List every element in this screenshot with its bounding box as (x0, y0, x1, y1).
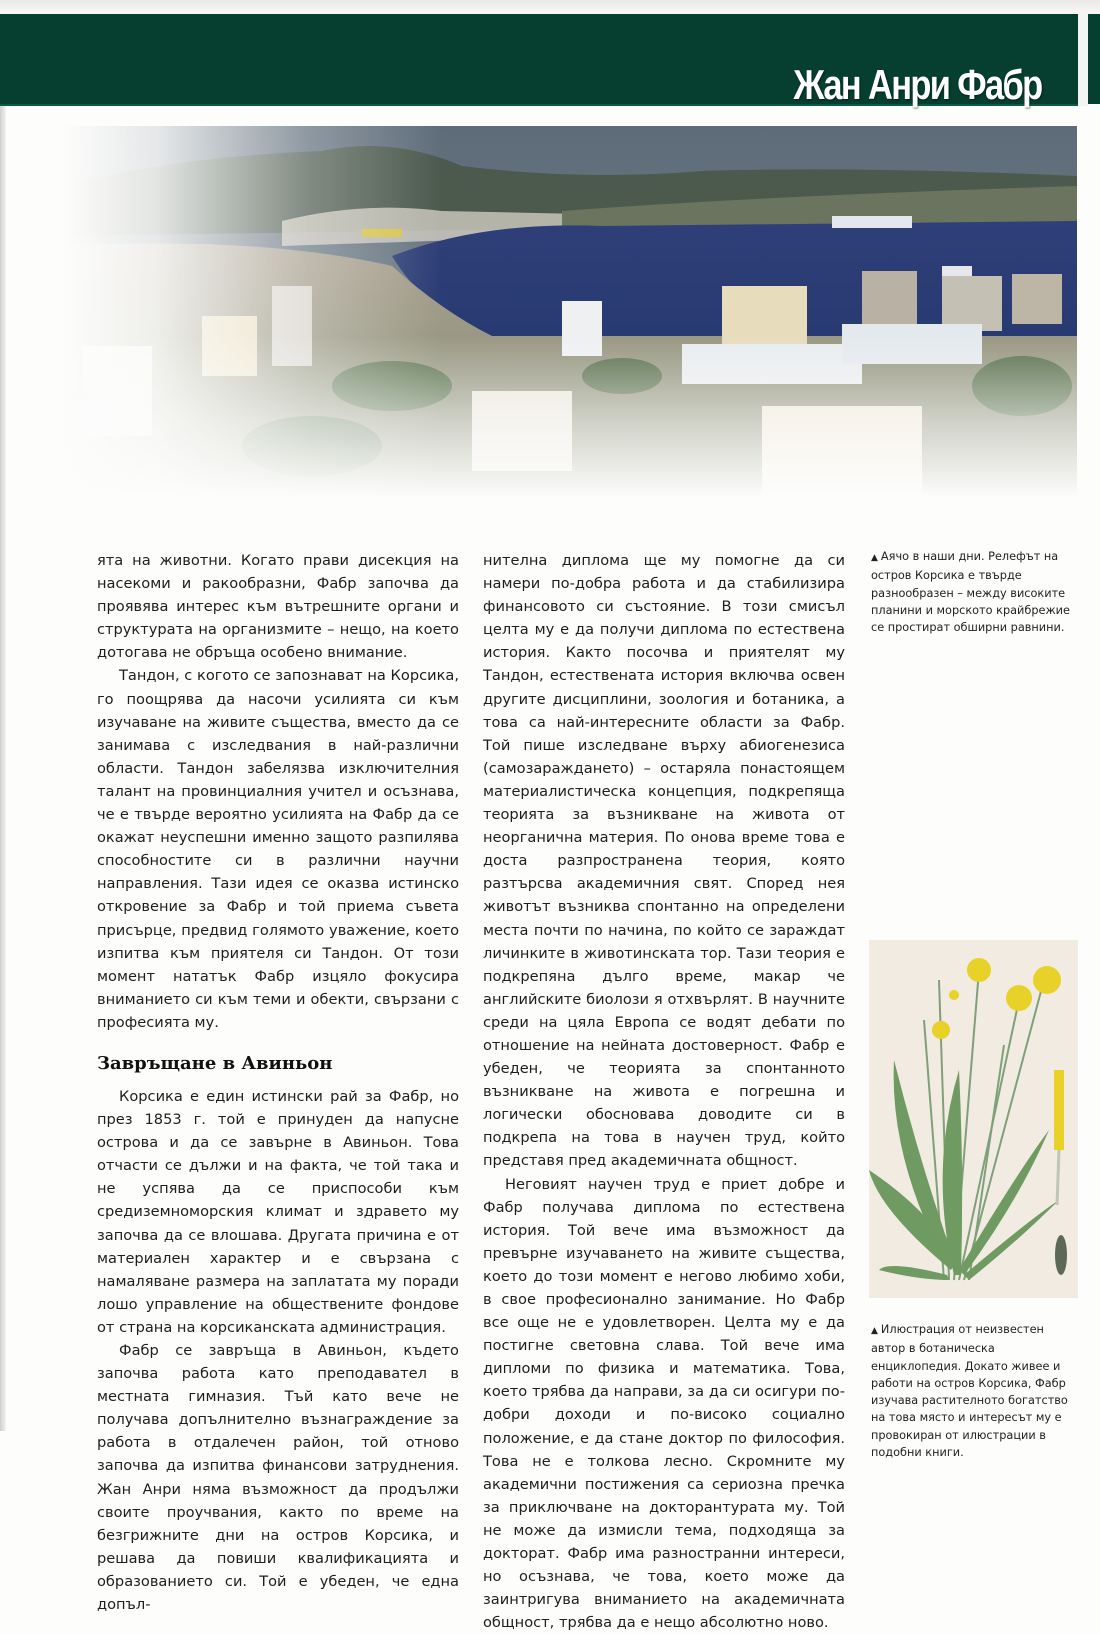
header-divider (1078, 14, 1088, 106)
section-heading: Завръщане в Авиньон (97, 1052, 333, 1074)
leaves (869, 1060, 1059, 1280)
photo-fade-bottom (62, 336, 1077, 526)
article-column-1 (97, 549, 459, 1616)
flowers (932, 958, 1061, 1039)
paragraph: Тандон, с когото се запознават на Корсика, го поощрява да насочи усилията си към изучаване на живите същества, вместо да се занимава с изследвания в най-различни области. Тандон забелязва изключителния талант на провинциалния учител и осъзнава, че е твърде вероятно усилията на Фабр да се окажат неуспешни именно защото разпилява способностите си в различни научни направления. Тази идея се оказва истинско откровение за Фабр и той приема съвета присърце, предвид голямото уважение, което изпитва към приятеля си Тандон. От този момент нататък Фабр изцяло фокусира вниманието си към теми и обекти, свързани с професията му. (97, 667, 459, 1031)
caption-pointer-icon: ▲ (871, 553, 878, 563)
header-band (0, 14, 1078, 106)
page-top-edge (0, 0, 1100, 14)
page-binding-edge (0, 106, 6, 1431)
ajaccio-photo (62, 126, 1077, 526)
header-tab (1088, 14, 1100, 104)
paragraph: Неговият научен труд е приет добре и Фабр получава диплома по естествена история. Той вече има възможност да превърне изучаването на живите същества, което до този момент е негово любимо хоби, в свое професионално занимание. Но Фабр все още не е удовлетворен. Целта му е да постигне световна слава. Той вече има дипломи по физика и математика. Това, което трябва да направи, за да си осигури по-добри доходи и по-високо социално положение, е да стане доктор по философия. Това не е толкова лесно. Скромните му академични постижения са сериозна пречка за приключване на докторантурата му. Той не може да измисли тема, подходяща за докторат. Фабр има разностранни интереси, но осъзнава, че това, което може да заинтригува вниманието на академичната общност, трябва да е нещо абсолютно ново. (483, 1175, 845, 1632)
paragraph: Фабр се завръща в Авиньон, където започва работа като преподавател в местната гимназия. Тъй като вече не получава допълнително възнаграждение за работа в отдалечен район, той отново започва да изпитва финансови затруднения. Жан Анри няма възможност да продължи своите проучвания, както по време на безгрижните дни на остров Корсика, и решава да повиши квалификацията и образованието си. Той е убеден, че една допъл- (97, 1342, 459, 1614)
cruise-ship (832, 216, 912, 228)
photo-caption (871, 548, 1076, 636)
plant-drawing (869, 940, 1078, 1298)
paragraph: нителна диплома ще му помогне да си намери по-добра работа и да стабилизира финансовото си състояние. В този смисъл целта му е да получи диплома по естествена история. Както посочва и приятелят му Тандон, естествената история включва освен другите дисциплини, зоология и ботаника, а това са най-интересните области за Фабр. Той пише изследване върху абиогенезиса (самозараждането) – остаряла понастоящем материалистическа концепция, подкрепяща теорията за възникване на живота от неорганична материя. По онова време това е доста разпространена теория, която разтърсва академичния свят. Според нея животът възниква спонтанно на определени места почти по начина, по който се зараждат личинките в животинската тор. Тази теория е подкрепяна дълго време, макар че английските биолози я отхвърлят. В научните среди на цяла Европа се водят дебати по отношение на нейната достоверност. Фабр е убеден, че теорията за спонтанното възникване на живота е погрешна и логически обосновава доводите си в подкрепа на това в научен труд, който представя пред академичната общност. (483, 552, 845, 1170)
page-title: Жан Анри Фабр (793, 61, 1042, 108)
illustration-caption-text: Илюстрация от неизвестен автор в ботаническа енциклопедия. Докато живее и работи на остров Корсика, Фабр изучава растителното богатство на това място и интересът му е провокиран от илюстрации в подобни книги. (871, 1323, 1068, 1460)
paragraph: Корсика е един истински рай за Фабр, но през 1853 г. той е принуден да напусне острова и да се завърне в Авиньон. Това отчасти се дължи и на факта, че той така и не успява да се приспособи към средиземноморския климат и здравето му започва да се влошава. Другата причина е от материален характер и е свързана с намаляване размера на заплатата му поради лошо управление на обществените фондове от страна на корсиканската администрация. (97, 1087, 459, 1336)
paragraph: ята на животни. Когато прави дисекция на насекоми и ракообразни, Фабр започва да проявява интерес към вътрешните органи и структурата на организмите – нещо, на което дотогава не обръща особено внимание. (97, 552, 459, 662)
caption-pointer-icon: ▲ (871, 1326, 878, 1336)
illustration-caption (871, 1321, 1076, 1461)
photo-caption-text: Аячо в наши дни. Релефът на остров Корсика е твърде разнообразен – между високите планини и морското крайбрежие се простират обширни равнини. (871, 550, 1070, 635)
article-column-2 (483, 549, 845, 1634)
detail-figures (1054, 1070, 1067, 1275)
botanical-illustration (869, 940, 1078, 1298)
